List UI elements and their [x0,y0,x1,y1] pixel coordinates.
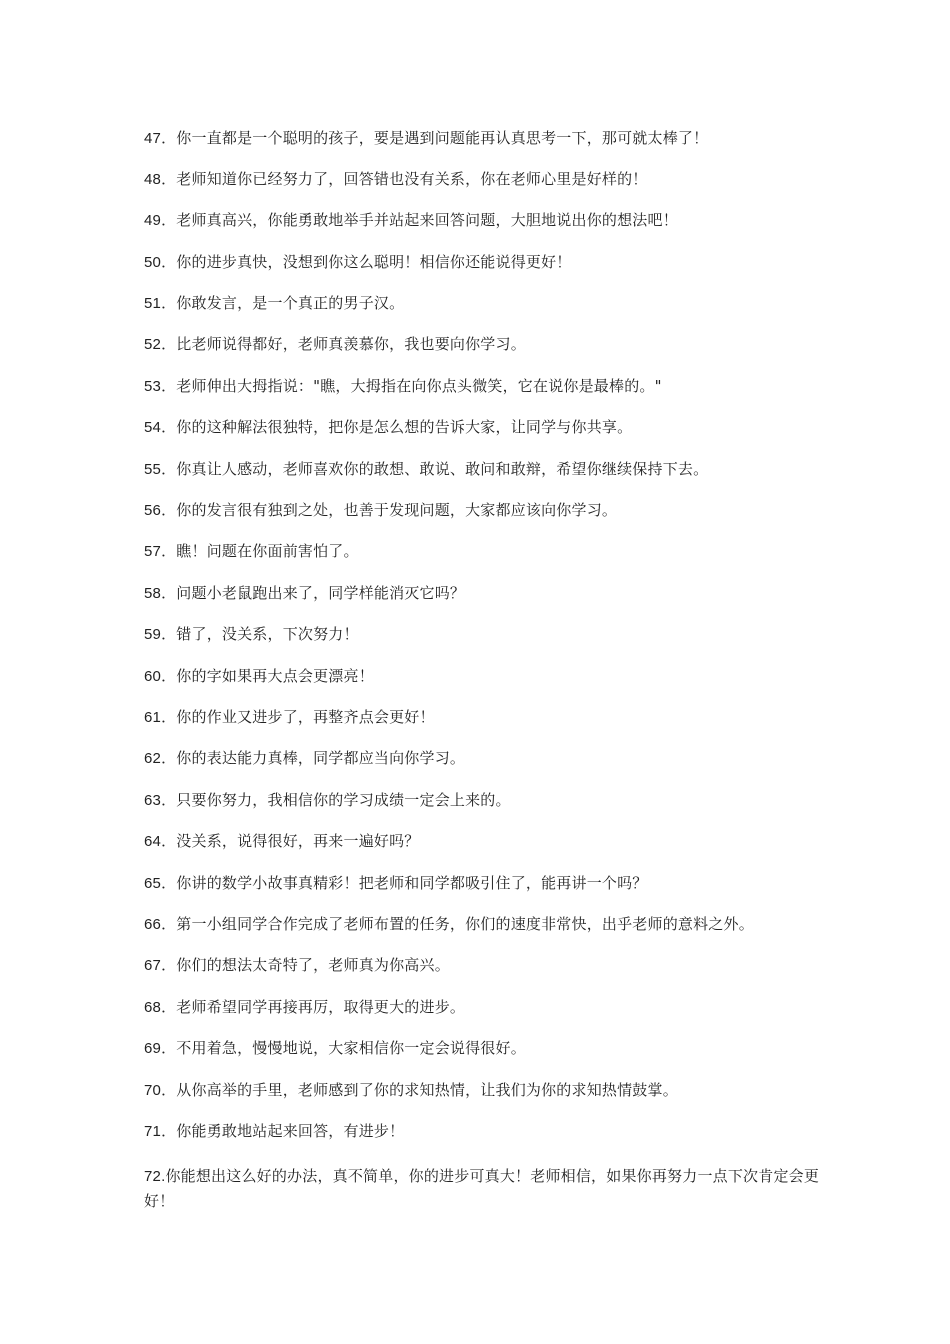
item-number: 55． [144,461,177,478]
list-item [144,707,824,728]
item-text: 老师知道你已经努力了，回答错也没有关系，你在老师心里是好样的！ [176,170,648,188]
item-text: 从你高举的手里，老师感到了你的求知热情，让我们为你的求知热情鼓掌。 [176,1081,678,1099]
item-text: 你一直都是一个聪明的孩子，要是遇到问题能再认真思考一下，那可就太棒了！ [176,129,709,147]
item-number: 58． [144,585,177,602]
item-number: 47． [144,130,177,147]
item-number: 60． [144,668,177,685]
item-text: 比老师说得都好，老师真羡慕你，我也要向你学习。 [176,335,526,353]
item-text: 老师希望同学再接再厉，取得更大的进步。 [176,998,466,1016]
item-text: 错了，没关系，下次努力！ [176,625,359,643]
item-number: 48． [144,171,177,188]
item-text: 你的作业又进步了，再整齐点会更好！ [176,708,435,726]
item-number: 53． [144,378,177,395]
list-item [144,541,824,562]
item-text: 你的字如果再大点会更漂亮！ [176,667,374,685]
item-text: 你讲的数学小故事真精彩！把老师和同学都吸引住了，能再讲一个吗？ [176,874,648,892]
item-number: 52． [144,336,177,353]
list-item [144,500,824,521]
list-item [144,252,824,273]
list-item [144,873,824,894]
list-item [144,334,824,355]
item-text: 问题小老鼠跑出来了，同学样能消灭它吗？ [176,584,466,602]
list-item [144,1164,824,1213]
list-item [144,831,824,852]
list-item [144,210,824,231]
list-item [144,666,824,687]
item-number: 62． [144,750,177,767]
list-item [144,1080,824,1101]
item-number: 69． [144,1040,177,1057]
item-text: 第一小组同学合作完成了老师布置的任务，你们的速度非常快，出乎老师的意料之外。 [176,915,754,933]
item-text: 你能勇敢地站起来回答，有进步！ [176,1122,405,1140]
list-item [144,790,824,811]
list-item [144,459,824,480]
item-number: 70． [144,1082,177,1099]
list-item [144,1121,824,1142]
item-number: 66． [144,916,177,933]
item-number: 68． [144,999,177,1016]
item-text: 没关系，说得很好，再来一遍好吗？ [176,832,420,850]
item-number: 67． [144,957,177,974]
item-number: 50． [144,254,177,271]
list-item [144,417,824,438]
item-text: 不用着急，慢慢地说，大家相信你一定会说得很好。 [176,1039,526,1057]
item-number: 59． [144,626,177,643]
list-item [144,128,824,149]
item-text: 你的发言很有独到之处，也善于发现问题，大家都应该向你学习。 [176,501,618,519]
item-text: 老师伸出大拇指说："瞧，大拇指在向你点头微笑，它在说你是最棒的。" [176,377,662,395]
list-item [144,997,824,1018]
item-text: 你敢发言，是一个真正的男子汉。 [176,294,405,312]
item-number: 65． [144,875,177,892]
item-number: 63． [144,792,177,809]
list-item [144,955,824,976]
item-number: 56． [144,502,177,519]
item-text: 你能想出这么好的办法，真不简单，你的进步可真大！老师相信，如果你再努力一点下次肯定会更好！ [144,1167,820,1210]
item-text: 你的这种解法很独特，把你是怎么想的告诉大家，让同学与你共享。 [176,418,633,436]
list-item [144,624,824,645]
list-item [144,293,824,314]
item-text: 只要你努力，我相信你的学习成绩一定会上来的。 [176,791,511,809]
list-item [144,169,824,190]
item-text: 你真让人感动，老师喜欢你的敢想、敢说、敢问和敢辩，希望你继续保持下去。 [176,460,709,478]
item-number: 61． [144,709,177,726]
item-text: 你的进步真快，没想到你这么聪明！相信你还能说得更好！ [176,253,572,271]
item-number: 72. [144,1168,166,1185]
list-item [144,583,824,604]
item-number: 51． [144,295,177,312]
list-item [144,914,824,935]
item-number: 54． [144,419,177,436]
item-number: 71． [144,1123,177,1140]
list-item [144,748,824,769]
item-number: 64． [144,833,177,850]
item-text: 瞧！问题在你面前害怕了。 [176,542,359,560]
list-item [144,1038,824,1059]
item-number: 57． [144,543,177,560]
item-text: 老师真高兴，你能勇敢地举手并站起来回答问题，大胆地说出你的想法吧！ [176,211,678,229]
item-text: 你们的想法太奇特了，老师真为你高兴。 [176,956,450,974]
list-item [144,376,824,397]
item-number: 49． [144,212,177,229]
item-text: 你的表达能力真棒，同学都应当向你学习。 [176,749,466,767]
